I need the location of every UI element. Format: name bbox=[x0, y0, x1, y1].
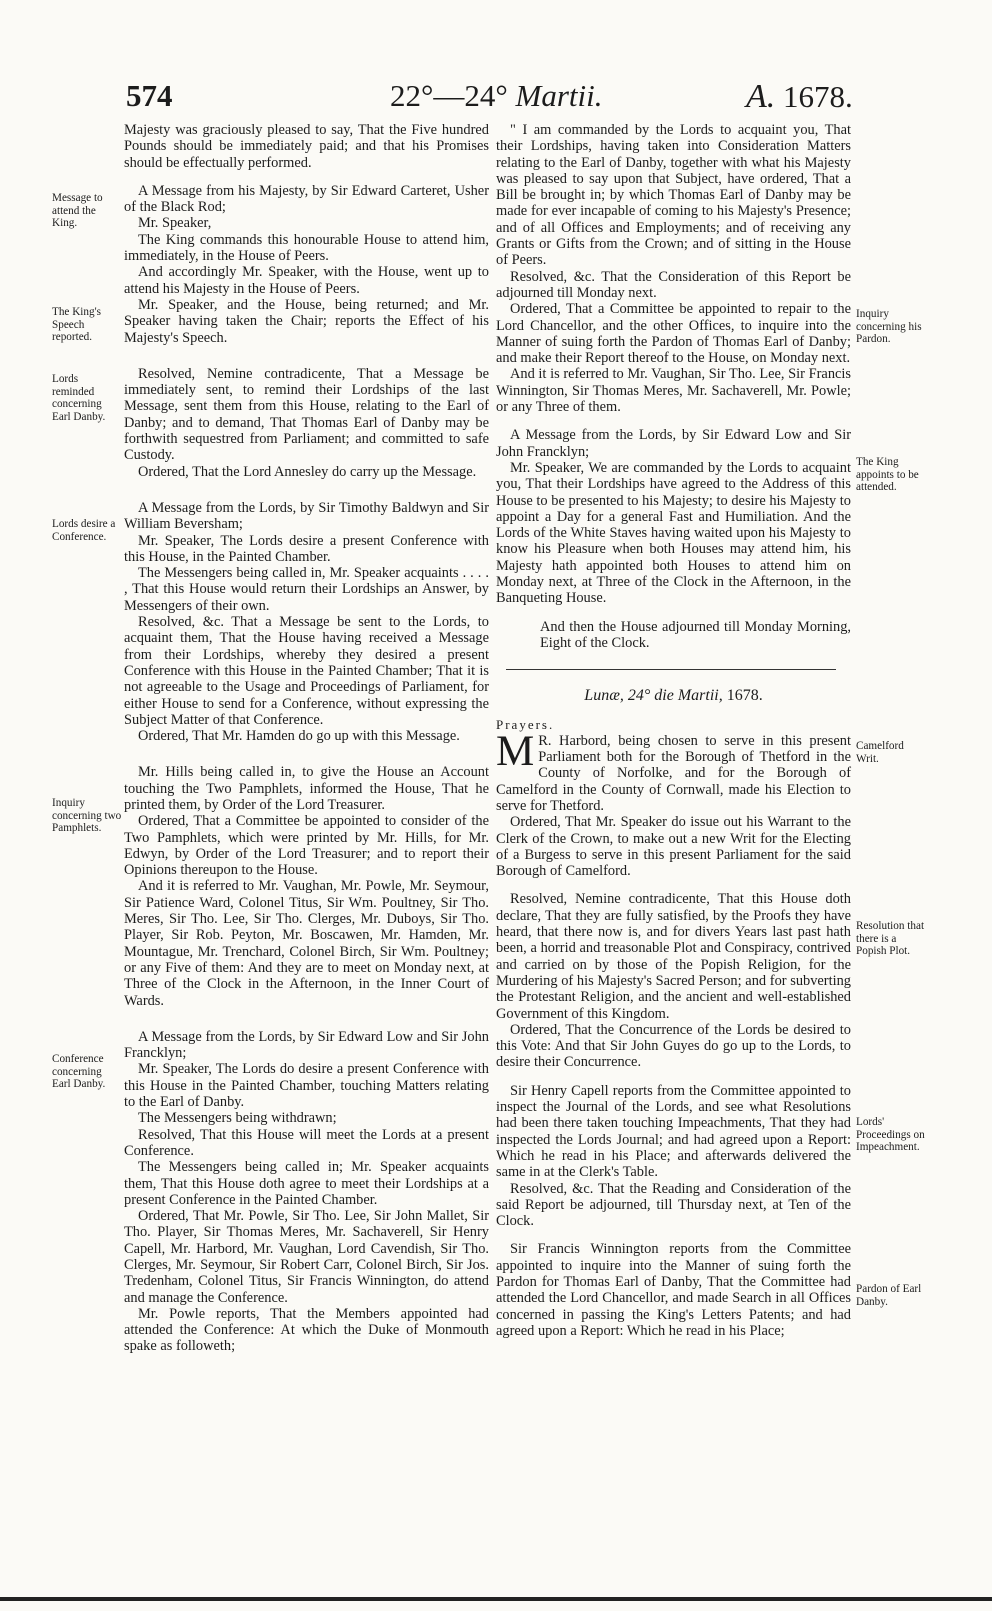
paragraph: Resolved, &c. That the Reading and Consideration of the said Report be adjourned, till Thursday next, at Ten of the Clock. bbox=[496, 1180, 851, 1230]
day-heading-text: Lunæ, 24° die Martii, bbox=[584, 687, 723, 705]
paragraph: The Messengers being called in, Mr. Speaker acquaints . . . . , That this House would return their Lordships an Answer, by Messengers of their own. bbox=[124, 565, 489, 614]
header-day-range: 22°—24° bbox=[390, 78, 508, 113]
day-heading-year: 1678. bbox=[726, 687, 763, 705]
paragraph: And accordingly Mr. Speaker, with the House, went up to attend his Majesty in the House of Peers. bbox=[124, 264, 489, 297]
paragraph: Ordered, That a Committee be appointed to consider of the Two Pamphlets, which were printed by Mr. Hills, for Mr. Edwyn, by Order of the Lord Treasurer; and to report their Opinions thereupon to the House. bbox=[124, 813, 489, 879]
margin-note: Lords' Proceedings on Impeachment. bbox=[856, 1116, 925, 1154]
paragraph: " I am commanded by the Lords to acquaint you, That their Lordships, having taken into Consideration Matters relating to the Earl of Danby, together with what his Majesty was pleased to say upon that Subject, have ordered, That a Bill be brought in; by which Thomas Earl of Danby may be made for ever incapable of coming to his Majesty's Presence; and of all Offices and Employments; and of receiving any Grants or Gifts from the Crown; and of sitting in the House of Peers. bbox=[496, 122, 851, 269]
paragraph: Majesty was graciously pleased to say, That the Five hundred Pounds should be immediately paid; and that his Promises should be effectually performed. bbox=[124, 122, 489, 171]
margin-note: Inquiry concerning his Pardon. bbox=[856, 308, 922, 346]
header-year bbox=[746, 78, 853, 116]
paragraph: A Message from the Lords, by Sir Edward Low and Sir John Francklyn; bbox=[124, 1028, 489, 1062]
paragraph: The Messengers being withdrawn; bbox=[138, 1110, 337, 1127]
paragraph-text: R. Harbord, being chosen to serve in this present Parliament both for the Borough of Thetford in the County of Norfolke, and for the Borough of Camelford in the County of Cornwall, made his Election to serve for Thetford. bbox=[496, 732, 851, 814]
paragraph: Ordered, That a Committee be appointed to repair to the Lord Chancellor, and the other Offices, to inquire into the Manner of suing forth the Pardon of Thomas Earl of Danby; and make their Report thereof to the House, on Monday next. bbox=[496, 301, 851, 367]
paragraph: Ordered, That Mr. Hamden do go up with this Message. bbox=[138, 728, 460, 745]
paragraph: A Message from the Lords, by Sir Edward Low and Sir John Francklyn; bbox=[496, 427, 851, 460]
paragraph: Resolved, That this House will meet the Lords at a present Conference. bbox=[124, 1126, 489, 1159]
prayers-heading: Prayers. bbox=[496, 716, 555, 732]
paragraph: Resolved, Nemine contradicente, That a Message be immediately sent, to remind their Lordships of the last Message, sent them from this House, relating to the Earl of Danby; and to demand, That Thomas Earl of Danby may be forthwith sequestred from Parliament; and committed to safe Custody. bbox=[124, 365, 489, 464]
margin-note: Lords desire a Conference. bbox=[52, 518, 116, 543]
paragraph: Ordered, That Mr. Powle, Sir Tho. Lee, Sir John Mallet, Sir Tho. Player, Sir Thomas Meres, Mr. Sachaverell, Sir Henry Capell, Mr. Harbord, Mr. Vaughan, Lord Cavendish, Sir Tho. Clerges, Mr. Seymour, Sir Robert Carr, Colonel Birch, Sir Jos. Tredenham, Colonel Titus, Sir Francis Winnington, do attend and manage the Conference. bbox=[124, 1208, 489, 1306]
margin-note: Camelford Writ. bbox=[856, 740, 904, 765]
page-header bbox=[0, 78, 992, 128]
margin-note: Resolution that there is a Popish Plot. bbox=[856, 920, 925, 958]
drop-cap: M bbox=[496, 727, 535, 775]
margin-note: Message to attend the King. bbox=[52, 192, 103, 230]
right-column bbox=[496, 122, 851, 1339]
paragraph: The Messengers being called in; Mr. Speaker acquaints them, That this House doth agree to meet their Lordships at a present Conference in the Painted Chamber. bbox=[124, 1159, 489, 1208]
header-month: Martii. bbox=[515, 78, 603, 113]
paragraph: Mr. Speaker, We are commanded by the Lords to acquaint you, That their Lordships have agreed to the Address of this House to be presented to his Majesty; to desire his Majesty to appoint a Day for a general Fast and Humiliation. And the Lords of the White Staves having waited upon his Majesty to know his Pleasure when both Houses may attend him, his Majesty hath appointed both Houses to attend him on Monday next, at Three of the Clock in the Afternoon, in the Banqueting House. bbox=[496, 459, 851, 607]
paragraph: Mr. Hills being called in, to give the House an Account touching the Two Pamphlets, informed the House, That he printed them, by Order of the Lord Treasurer. bbox=[124, 764, 489, 813]
margin-note: The King's Speech reported. bbox=[52, 306, 101, 344]
paragraph: Resolved, &c. That the Consideration of this Report be adjourned till Monday next. bbox=[496, 268, 851, 301]
paragraph: A Message from the Lords, by Sir Timothy Baldwyn and Sir William Beversham; bbox=[124, 499, 489, 533]
left-column bbox=[124, 122, 489, 1355]
section-rule bbox=[506, 669, 836, 670]
paragraph: The King commands this honourable House to attend him, immediately, in the House of Peers. bbox=[124, 231, 489, 265]
paragraph: Resolved, Nemine contradicente, That this House doth declare, That they are fully satisfied, by the Proofs they have heard, that there now is, and for divers Years last past hath been, a horrid and treasonable Plot and Conspiracy, contrived and carried on by those of the Popish Religion, for the Murdering of his Majesty's Sacred Person; and for subverting the Protestant Religion, and the ancient and well-established Government of this Kingdom. bbox=[496, 891, 851, 1022]
paragraph: Mr. Speaker, bbox=[138, 215, 212, 232]
paragraph: Ordered, That the Concurrence of the Lords be desired to this Vote: And that Sir John Guyes do go up to the Lords, to desire their Concurrence. bbox=[496, 1021, 851, 1071]
paragraph: Mr. Speaker, The Lords desire a present Conference with this House, in the Painted Chamber. bbox=[124, 532, 489, 565]
header-date bbox=[390, 78, 603, 114]
paragraph: Resolved, &c. That a Message be sent to the Lords, to acquaint them, That the House having received a Message from their Lordships, whereby they desired a present Conference with this House in the Painted Chamber; That it is not agreeable to the Usage and Proceedings of Parliament, for either House to send for a Conference, without expressing the Subject Matter of that Conference. bbox=[124, 614, 489, 728]
page-number: 574 bbox=[126, 78, 173, 113]
paragraph: Sir Henry Capell reports from the Committee appointed to inspect the Journal of the Lords, and see what Resolutions had been there taken touching Impeachments, That they had inspected the Lords Journal; and had agreed upon a Report: Which he read in his Place; and afterwards delivered the same in at the Clerk's Table. bbox=[496, 1082, 851, 1181]
paragraph bbox=[496, 727, 851, 814]
margin-note: Conference concerning Earl Danby. bbox=[52, 1053, 106, 1091]
paragraph: Mr. Powle reports, That the Members appointed had attended the Conference: At which the Duke of Monmouth spake as followeth; bbox=[124, 1305, 489, 1355]
paragraph: Ordered, That Mr. Speaker do issue out his Warrant to the Clerk of the Crown, to make out a new Writ for the Electing of a Burgess to serve in this present Parliament for the said Borough of Camelford. bbox=[496, 814, 851, 880]
header-year-prefix: A. bbox=[746, 78, 776, 115]
adjournment-note: And then the House adjourned till Monday Morning, Eight of the Clock. bbox=[540, 618, 851, 651]
margin-note: Pardon of Earl Danby. bbox=[856, 1283, 922, 1308]
paragraph: Ordered, That the Lord Annesley do carry up the Message. bbox=[138, 463, 477, 480]
day-heading bbox=[496, 688, 851, 704]
paragraph: Sir Francis Winnington reports from the Committee appointed to inquire into the Manner of suing forth the Pardon for Thomas Earl of Danby, That the Committee had attended the Lord Chancellor, and made Search in all Offices concerned in passing the King's Letters Patents; and had agreed upon a Report: Which he read in his Place; bbox=[496, 1241, 851, 1339]
paragraph: And it is referred to Mr. Vaughan, Sir Tho. Lee, Sir Francis Winnington, Sir Thomas Meres, Mr. Sachaverell, Mr. Powle; or any Three of them. bbox=[496, 366, 851, 416]
margin-note: Lords reminded concerning Earl Danby. bbox=[52, 373, 106, 423]
paragraph: A Message from his Majesty, by Sir Edward Carteret, Usher of the Black Rod; bbox=[124, 182, 489, 216]
header-year-value: 1678. bbox=[783, 79, 853, 114]
margin-note: The King appoints to be attended. bbox=[856, 456, 919, 494]
bottom-rule bbox=[0, 1597, 992, 1601]
paragraph: Mr. Speaker, and the House, being returned; and Mr. Speaker having taken the Chair; reports the Effect of his Majesty's Speech. bbox=[124, 296, 489, 346]
paragraph: Mr. Speaker, The Lords do desire a present Conference with this House in the Painted Chamber, touching Matters relating to the Earl of Danby. bbox=[124, 1061, 489, 1111]
paragraph: And it is referred to Mr. Vaughan, Mr. Powle, Mr. Seymour, Sir Patience Ward, Colonel Titus, Sir Wm. Poultney, Sir Tho. Meres, Sir Tho. Lee, Sir Tho. Clerges, Mr. Duboys, Sir Tho. Player, Sir Rob. Peyton, Mr. Boscawen, Mr. Hamden, Mr. Mountague, Mr. Trenchard, Colonel Birch, Sir Wm. Poultney; or any Five of them: And they are to meet on Monday next, at Three of the Clock in the Afternoon, in the Inner Court of Wards. bbox=[124, 878, 489, 1009]
margin-note: Inquiry concerning two Pamphlets. bbox=[52, 797, 122, 835]
